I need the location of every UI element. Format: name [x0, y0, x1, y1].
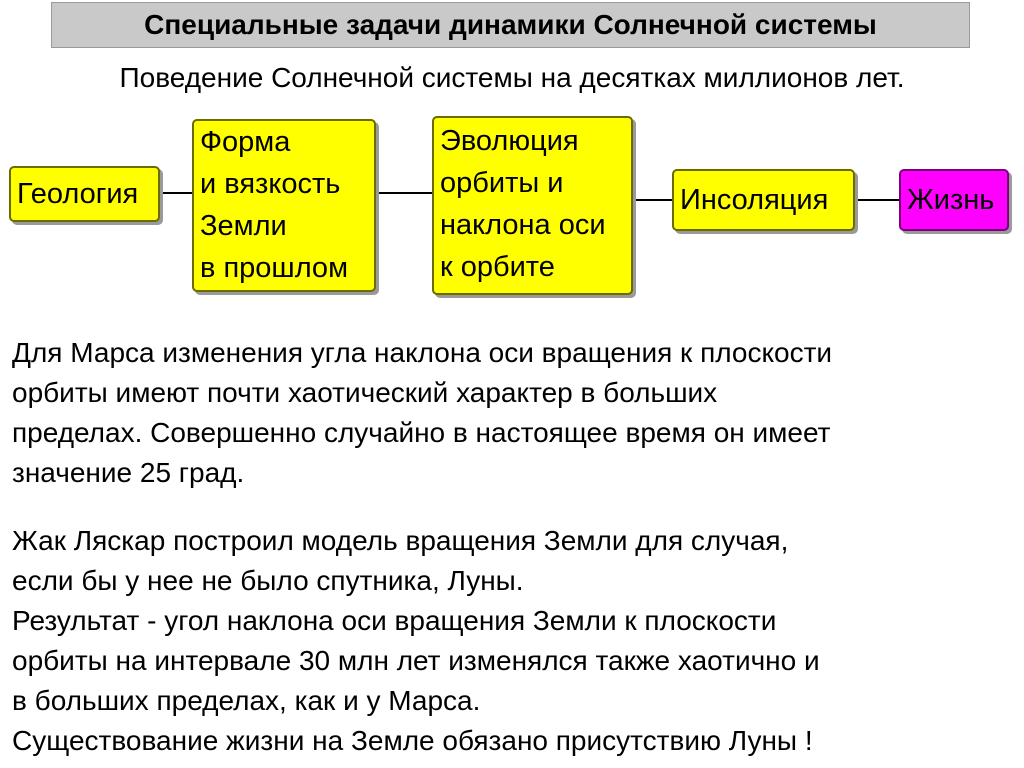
connector-form-evolution	[376, 192, 434, 194]
box-geology	[9, 166, 160, 222]
box-earth-form-line-3: Земли	[200, 210, 287, 242]
slide-title	[51, 2, 970, 48]
paragraph-laskar-line-3: Результат - угол наклона оси вращения Земли к плоскости	[12, 605, 777, 636]
connector-insolation-life	[855, 199, 900, 201]
connector-geology-form	[160, 192, 194, 194]
box-geology-label: Геология	[17, 178, 139, 210]
box-life-label: Жизнь	[907, 184, 995, 216]
paragraph-laskar-line-6: Существование жизни на Земле обязано присутствию Луны !	[12, 725, 813, 756]
box-orbit-evolution-line-4: к орбите	[440, 251, 555, 283]
paragraph-laskar-line-1: Жак Ляскар построил модель вращения Земли для случая,	[12, 525, 789, 556]
paragraph-laskar-line-2: если бы у нее не было спутника, Луны.	[12, 565, 524, 596]
paragraph-mars	[12, 333, 1017, 493]
paragraph-laskar	[12, 521, 1017, 761]
paragraph-mars-line-2: орбиты имеют почти хаотический характер в больших	[12, 377, 718, 408]
box-orbit-evolution-line-1: Эволюция	[440, 125, 579, 157]
box-orbit-evolution-line-2: орбиты и	[440, 167, 564, 199]
box-earth-form-line-1: Форма	[200, 126, 291, 158]
box-earth-form-line-4: в прошлом	[200, 252, 349, 284]
paragraph-mars-line-3: пределах. Совершенно случайно в настоящее время он имеет	[12, 417, 831, 448]
box-orbit-evolution	[432, 116, 633, 295]
slide-subtitle: Поведение Солнечной системы на десятках миллионов лет.	[119, 62, 905, 93]
paragraph-mars-line-1: Для Марса изменения угла наклона оси вращения к плоскости	[12, 337, 833, 368]
paragraph-laskar-line-4: орбиты на интервале 30 млн лет изменялся также хаотично и	[12, 645, 820, 676]
paragraph-mars-line-4: значение 25 град.	[12, 457, 245, 488]
box-insolation-label: Инсоляция	[680, 184, 829, 216]
connector-evolution-insolation	[633, 199, 673, 201]
box-life	[899, 169, 1009, 231]
box-insolation	[672, 169, 855, 231]
box-orbit-evolution-line-3: наклона оси	[440, 209, 606, 241]
slide-title-text: Специальные задачи динамики Солнечной системы	[144, 9, 877, 40]
box-earth-form-line-2: и вязкость	[200, 168, 341, 200]
paragraph-laskar-line-5: в больших пределах, как и у Марса.	[12, 685, 481, 716]
box-earth-form	[192, 119, 376, 292]
